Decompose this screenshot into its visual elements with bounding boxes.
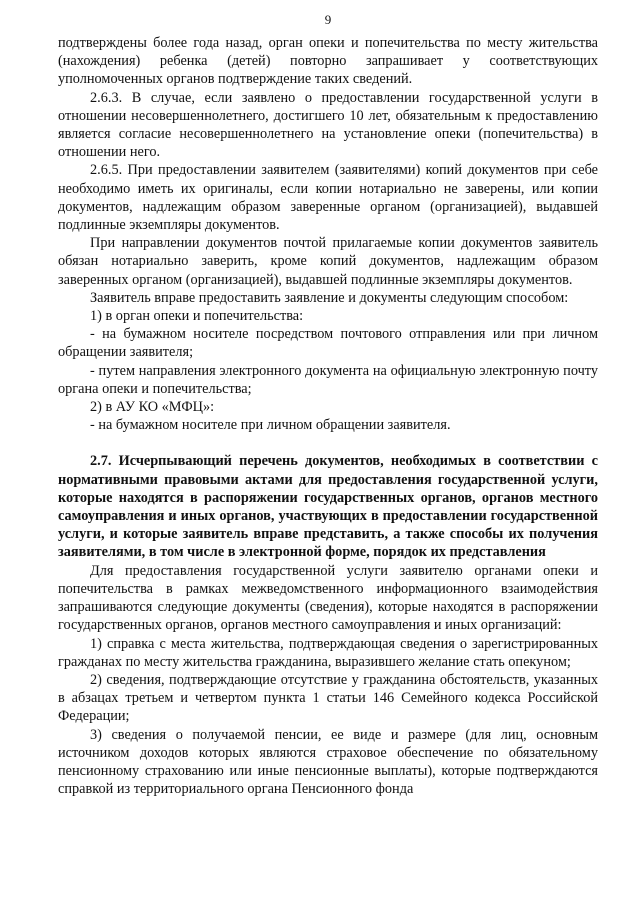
paragraph: - на бумажном носителе при личном обращении заявителя. [90,417,451,434]
section-heading: 2.7. Исчерпывающий перечень документов, необходимых в соответствии с нормативными правовыми актами для предоставления государственной услуги, которые находятся в распоряжении государственных органов, органов местного самоуправления и иных органов, участвующих в предоставлении государственной услуги, и которые заявитель вправе представить, а также способы их получения заявителями, в том числе в электронной форме, порядок их представления [58,453,598,561]
paragraph: 1) в орган опеки и попечительства: [90,308,304,325]
paragraph: При направлении документов почтой прилагаемые копии документов заявитель обязан нотариально заверить, кроме копий документов, надлежащим образом заверенных органом (организацией), выдавшей подлинные экземпляры документов. [58,235,598,288]
paragraph-spacer [58,434,598,452]
document-page [58,12,598,798]
paragraph: Для предоставления государственной услуги заявителю органами опеки и попечительства в рамках межведомственного информационного взаимодействия запрашиваются следующие документы (сведения), которые находятся в распоряжении государственных органов, органов местного самоуправления и иных организаций: [58,562,598,634]
paragraph: подтверждены более года назад, орган опеки и попечительства по месту жительства (нахождения) ребенка (детей) повторно запрашивает у соответствующих уполномоченных органов подтверждение таких сведений. [58,35,598,88]
paragraph: 1) справка с места жительства, подтверждающая сведения о зарегистрированных гражданах по месту жительства гражданина, выразившего желание стать опекуном; [58,635,598,670]
paragraph: 3) сведения о получаемой пенсии, ее виде и размере (для лиц, основным источником доходов которых являются страховое обеспечение по обязательному пенсионному страхованию или иные пенсионные выплаты), которые подтверждаются справкой из территориального органа Пенсионного фонда [58,726,598,798]
paragraph: - на бумажном носителе посредством почтового отправления или при личном обращении заявителя; [58,326,598,361]
page-number: 9 [324,12,332,27]
paragraph: Заявитель вправе предоставить заявление и документы следующим способом: [90,289,569,306]
document-body [58,34,598,798]
paragraph: 2.6.3. В случае, если заявлено о предоставлении государственной услуги в отношении несовершеннолетнего, достигшего 10 лет, обязательным к предоставлению является согласие несовершеннолетнего на установление опеки (попечительства) в отношении него. [58,89,598,161]
paragraph: - путем направления электронного документа на официальную электронную почту органа опеки и попечительства; [58,362,598,397]
paragraph: 2.6.5. При предоставлении заявителем (заявителями) копий документов при себе необходимо иметь их оригиналы, если копии нотариально не заверены, или копии документов, надлежащим образом заверенные органом (организацией), выдавшей подлинные экземпляры документов. [58,162,598,234]
paragraph: 2) в АУ КО «МФЦ»: [90,399,215,416]
paragraph: 2) сведения, подтверждающие отсутствие у гражданина обстоятельств, указанных в абзацах третьем и четвертом пункта 1 статьи 146 Семейного кодекса Российской Федерации; [58,671,598,725]
